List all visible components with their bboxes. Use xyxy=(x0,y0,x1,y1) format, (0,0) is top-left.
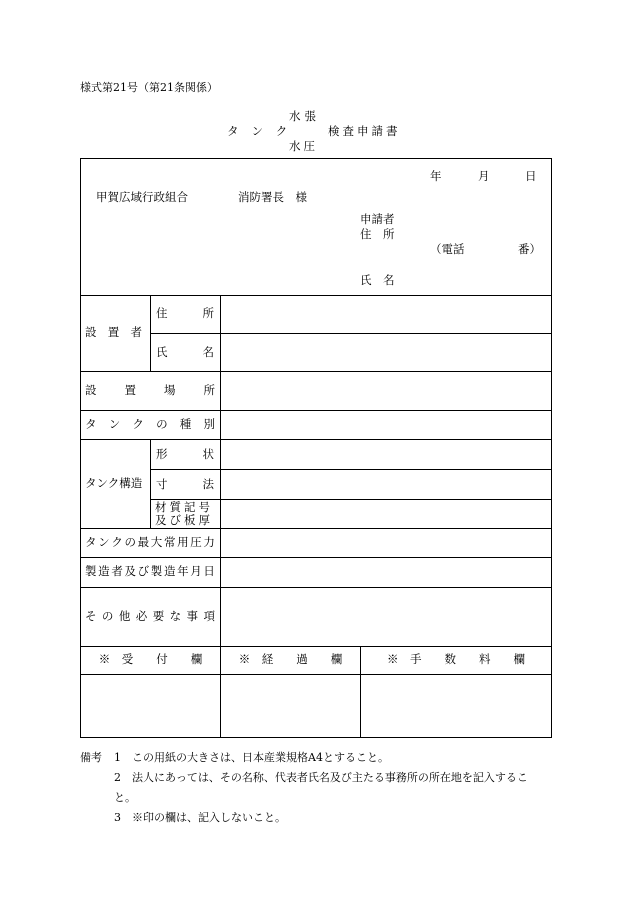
phone-suffix: 番） xyxy=(518,242,541,256)
material-label-line2: 及び板厚 xyxy=(155,513,213,527)
installation-location-label: 設 置 場 所 xyxy=(85,383,215,397)
addressee-organization: 甲賀広域行政組合 xyxy=(96,190,188,204)
other-matters-label: そ の 他 必 要 な 事 項 xyxy=(85,609,215,623)
row-divider xyxy=(81,587,551,588)
date-day-label: 日 xyxy=(525,169,537,183)
row-divider xyxy=(81,674,551,675)
installer-address-label: 住 所 xyxy=(156,306,214,320)
notes-heading: 備考 xyxy=(80,751,102,764)
row-divider xyxy=(81,295,551,296)
tank-structure-label: タンク構造 xyxy=(85,476,143,490)
note-text: ※印の欄は、記入しないこと。 xyxy=(132,811,286,824)
applicant-name-label: 氏 名 xyxy=(360,273,395,287)
installer-label: 設 置 者 xyxy=(85,325,142,339)
note-number: 3 xyxy=(114,811,121,824)
fee-column-header: ※ 手 数 料 欄 xyxy=(387,652,525,666)
tank-type-label: タ ン ク の 種 別 xyxy=(85,417,215,431)
form-number: 様式第21号（第21条関係） xyxy=(80,81,218,94)
row-divider xyxy=(81,528,551,529)
material-label-line1: 材質記号 xyxy=(155,500,213,514)
row-divider xyxy=(81,410,551,411)
title-water-pressure: 水圧 xyxy=(289,139,318,153)
shape-label: 形 状 xyxy=(156,447,214,461)
max-pressure-label: タ ン ク の 最 大 常 用 圧 力 xyxy=(85,535,215,549)
progress-column-header: ※ 経 過 欄 xyxy=(238,652,343,666)
applicant-address-label: 住 所 xyxy=(360,227,395,241)
date-year-label: 年 xyxy=(430,169,442,183)
note-number: 2 xyxy=(114,771,121,784)
row-divider xyxy=(81,646,551,647)
note-number: 1 xyxy=(114,751,121,764)
reception-column-header: ※ 受 付 欄 xyxy=(98,652,203,666)
row-divider xyxy=(81,371,551,372)
note-text: この用紙の大きさは、日本産業規格A4とすること。 xyxy=(132,751,389,764)
title-inspection-application: 検査申請書 xyxy=(328,124,401,138)
title-tank: タンク xyxy=(227,124,301,138)
row-divider xyxy=(150,469,551,470)
note-text: と。 xyxy=(114,791,136,804)
manufacturer-label: 製 造 者 及 び 製 造 年 月 日 xyxy=(85,564,215,578)
phone-label: （電話 xyxy=(430,242,465,256)
dimensions-label: 寸 法 xyxy=(156,477,214,491)
row-divider xyxy=(81,557,551,558)
column-divider xyxy=(150,295,151,371)
row-divider xyxy=(150,333,551,334)
title-water-fill: 水張 xyxy=(289,109,320,123)
application-form-table xyxy=(80,158,552,738)
applicant-label: 申請者 xyxy=(360,212,395,226)
installer-name-label: 氏 名 xyxy=(156,345,214,359)
column-divider xyxy=(220,295,221,646)
addressee-title: 消防署長 様 xyxy=(238,190,307,204)
column-divider xyxy=(150,439,151,528)
date-month-label: 月 xyxy=(478,169,490,183)
row-divider xyxy=(81,439,551,440)
note-text: 法人にあっては、その名称、代表者氏名及び主たる事務所の所在地を記入するこ xyxy=(132,771,528,784)
